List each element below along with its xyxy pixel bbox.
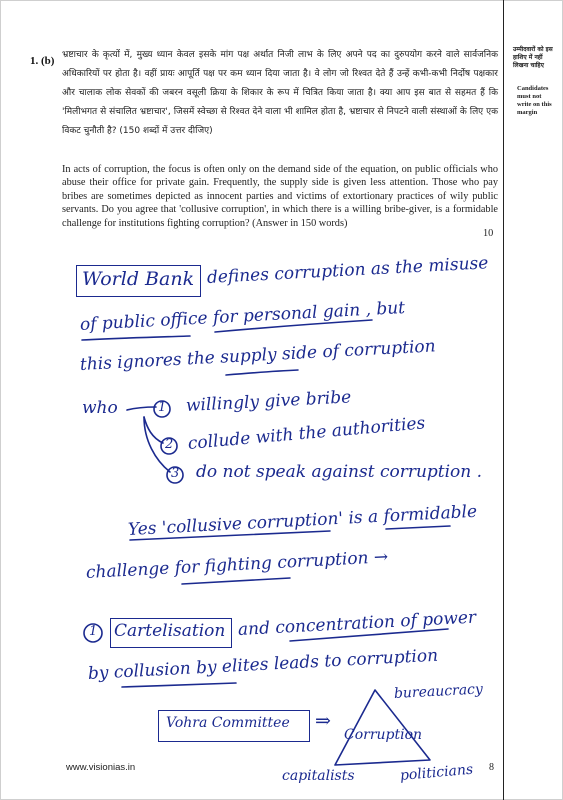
triangle-left-label: capitalists: [282, 768, 355, 784]
implies-arrow: ⇒: [315, 710, 331, 732]
circle-point-2: [161, 438, 177, 454]
point-1-text: willingly give bribe: [185, 387, 352, 416]
margin-note-hindi: उम्मीदवारों को इस हाशिए में नहीं लिखना चाहिए: [513, 46, 553, 69]
answer-line-8: challenge for fighting corruption →: [85, 547, 389, 583]
connector-point-1: [127, 407, 156, 410]
point-2-number: 2: [165, 437, 174, 452]
triangle-top-label: bureaucracy: [393, 681, 484, 702]
point-2-text: collude with the authorities: [187, 413, 427, 454]
answer-line-7: Yes 'collusive corruption' is a formidable: [127, 501, 478, 540]
footer-page-number: 8: [489, 762, 494, 773]
underline-formidable: [386, 526, 450, 529]
corruption-triangle: [335, 690, 430, 765]
underline-collusive: [130, 531, 330, 540]
margin-note-english: Candidates must not write on this margin: [517, 85, 552, 116]
answer-line-10: by collusion by elites leads to corruption: [87, 645, 439, 684]
question-english-text: In acts of corruption, the focus is often only on the demand side of the equation, on public officials who abuse their office for private gain. Frequently, the supply side is given less attention. Those who pay bribes are sometimes depicted as innocent parties and victims of extortionary practices of wily public servants. Do you agree that 'collusive corruption', in which there is a willing bribe-giver, is a formidable challenge for institutions fighting corruption? (Answer in 150 words): [62, 164, 498, 229]
circle-item-1: [84, 624, 102, 642]
answer-world-bank: World Bank: [82, 268, 195, 290]
item-1-rest: and concentration of power: [237, 607, 477, 640]
underline-personal-gain: [215, 320, 372, 332]
point-3-number: 3: [171, 466, 180, 481]
circle-point-1: [154, 401, 170, 417]
answer-who: who: [82, 398, 118, 418]
question-hindi-text: भ्रष्टाचार के कृत्यों में, मुख्य ध्यान केवल इसके मांग पक्ष अर्थात निजी लाभ के लिए अपने पद का दुरुपयोग करने वाले सार्वजनिक अधिकारियों पर होता है। वहीं प्रायः आपूर्ति पक्ष पर कम ध्यान दिया जाता है। वे लोग जो रिश्वत देते हैं उन्हें कभी-कभी निर्दोष पक्षकार और चालाक लोक सेवकों की जबरन वसूली क्रिया के शिकार के रूप में चित्रित किया जाता है। क्या आप इस बात से सहमत हैं कि 'मिलीभगत से संचालित भ्रष्टाचार', जिसमें स्वेच्छा से रिश्वत देने वाला भी शामिल होता है, भ्रष्टाचार से निपटने वाली संस्थाओं के लिए एक विकट चुनौती है? (150 शब्दों में उत्तर दीजिए): [62, 50, 498, 136]
vohra-committee: Vohra Committee: [166, 715, 290, 731]
footer-url[interactable]: www.visionias.in: [66, 762, 136, 773]
point-3-text: do not speak against corruption .: [196, 462, 483, 482]
question-number: 1. (b): [30, 55, 55, 67]
item-1-boxed: Cartelisation: [114, 621, 226, 641]
underline-public-office: [82, 336, 190, 340]
circle-point-3: [167, 467, 183, 483]
underline-fighting: [182, 578, 290, 584]
underline-concentration: [290, 629, 448, 641]
underline-collusion-elites: [122, 683, 236, 687]
question-marks: 10: [483, 228, 494, 239]
underline-supply-side: [226, 370, 298, 375]
connector-point-3: [144, 417, 170, 472]
triangle-center-label: Corruption: [344, 727, 423, 743]
point-1-number: 1: [158, 400, 167, 415]
answer-line-2: of public office for personal gain , but: [79, 297, 406, 335]
item-1-number: 1: [89, 624, 98, 639]
triangle-right-label: politicians: [399, 761, 474, 784]
answer-line-3: this ignores the supply side of corruption: [79, 336, 437, 375]
answer-line-1: defines corruption as the misuse: [206, 253, 489, 288]
